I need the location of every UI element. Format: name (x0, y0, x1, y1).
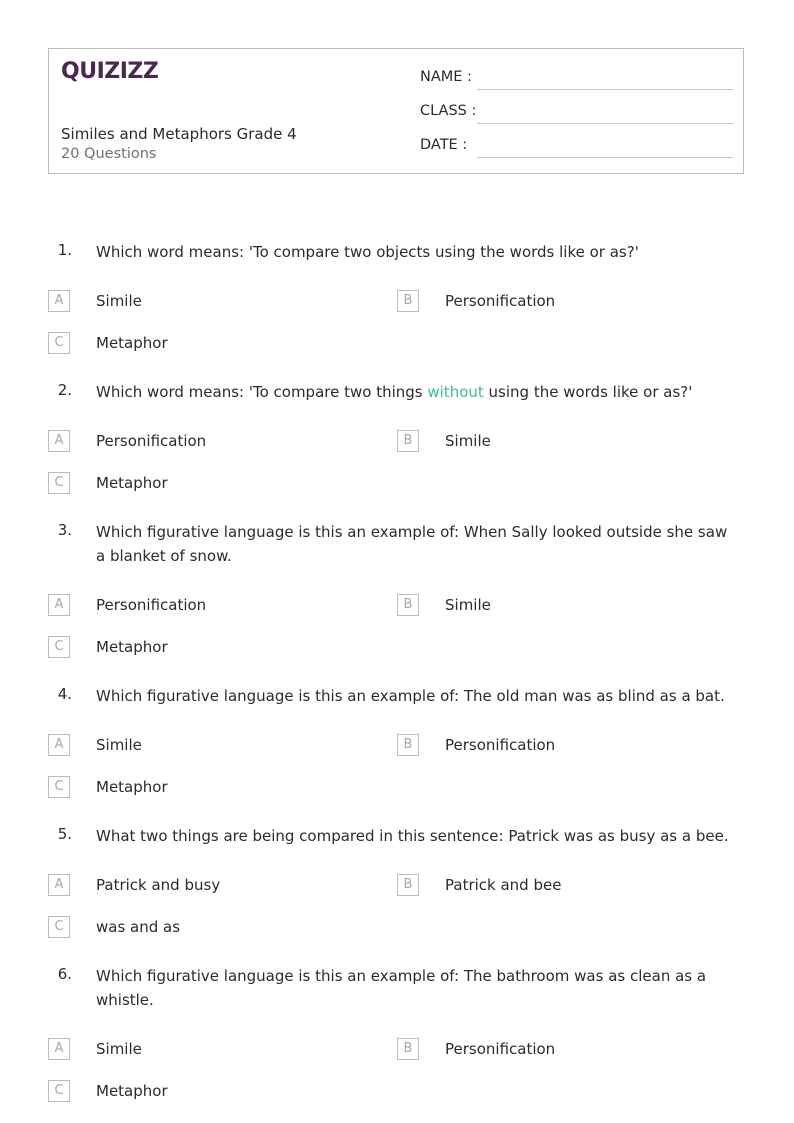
option-text[interactable]: Simile (96, 736, 142, 754)
option-letter-box[interactable]: A (48, 734, 70, 756)
option-text[interactable]: Personification (96, 596, 207, 614)
option-letter-box[interactable]: C (48, 332, 70, 354)
worksheet-header (48, 48, 744, 174)
option-text[interactable]: Simile (445, 596, 491, 614)
question-number: 3. (57, 521, 72, 539)
class-field-line[interactable] (477, 123, 733, 124)
option-text[interactable]: Metaphor (96, 1082, 168, 1100)
date-field-label: DATE : (420, 137, 468, 153)
option-letter-box[interactable]: A (48, 290, 70, 312)
option-text[interactable]: Patrick and busy (96, 876, 221, 894)
option-text[interactable]: Personification (445, 1040, 556, 1058)
date-field-line[interactable] (477, 157, 733, 158)
question-text: Which figurative language is this an example of: The bathroom was as clean as a whistle. (96, 967, 707, 1009)
option-text[interactable]: was and as (96, 918, 181, 936)
option-letter-box[interactable]: C (48, 1080, 70, 1102)
option-text[interactable]: Patrick and bee (445, 876, 562, 894)
question-number: 5. (57, 825, 72, 843)
option-letter-box[interactable]: C (48, 776, 70, 798)
option-text[interactable]: Metaphor (96, 334, 168, 352)
option-letter-box[interactable]: C (48, 472, 70, 494)
class-field-label: CLASS : (420, 103, 477, 119)
option-letter-box[interactable]: B (397, 430, 419, 452)
question-number: 6. (57, 965, 72, 983)
question-text: Which figurative language is this an example of: The old man was as blind as a bat. (96, 687, 725, 705)
option-letter-box[interactable]: B (397, 290, 419, 312)
name-field-line[interactable] (477, 89, 733, 90)
option-letter-box[interactable]: C (48, 636, 70, 658)
option-text[interactable]: Metaphor (96, 474, 168, 492)
question-count: 20 Questions (61, 146, 157, 162)
option-letter-box[interactable]: C (48, 916, 70, 938)
option-text[interactable]: Simile (445, 432, 491, 450)
quizizz-logo: QUIZIZZ (61, 59, 159, 84)
name-field-label: NAME : (420, 69, 472, 85)
option-letter-box[interactable]: B (397, 1038, 419, 1060)
option-text[interactable]: Personification (445, 292, 556, 310)
option-text[interactable]: Simile (96, 292, 142, 310)
question-text: Which word means: 'To compare two things without using the words like or as?' (96, 383, 693, 401)
option-letter-box[interactable]: B (397, 594, 419, 616)
option-text[interactable]: Personification (445, 736, 556, 754)
option-letter-box[interactable]: B (397, 874, 419, 896)
question-number: 4. (57, 685, 72, 703)
option-letter-box[interactable]: A (48, 594, 70, 616)
question-text: Which figurative language is this an example of: When Sally looked outside she saw a blanket of snow. (96, 523, 728, 565)
option-letter-box[interactable]: B (397, 734, 419, 756)
option-text[interactable]: Personification (96, 432, 207, 450)
option-text[interactable]: Simile (96, 1040, 142, 1058)
option-text[interactable]: Metaphor (96, 638, 168, 656)
question-text: Which word means: 'To compare two objects using the words like or as?' (96, 243, 639, 261)
option-letter-box[interactable]: A (48, 430, 70, 452)
worksheet-title: Similes and Metaphors Grade 4 (61, 125, 297, 143)
question-number: 1. (57, 241, 72, 259)
option-letter-box[interactable]: A (48, 874, 70, 896)
question-text: What two things are being compared in this sentence: Patrick was as busy as a bee. (96, 827, 729, 845)
option-letter-box[interactable]: A (48, 1038, 70, 1060)
highlighted-word: without (427, 383, 484, 401)
question-number: 2. (57, 381, 72, 399)
option-text[interactable]: Metaphor (96, 778, 168, 796)
